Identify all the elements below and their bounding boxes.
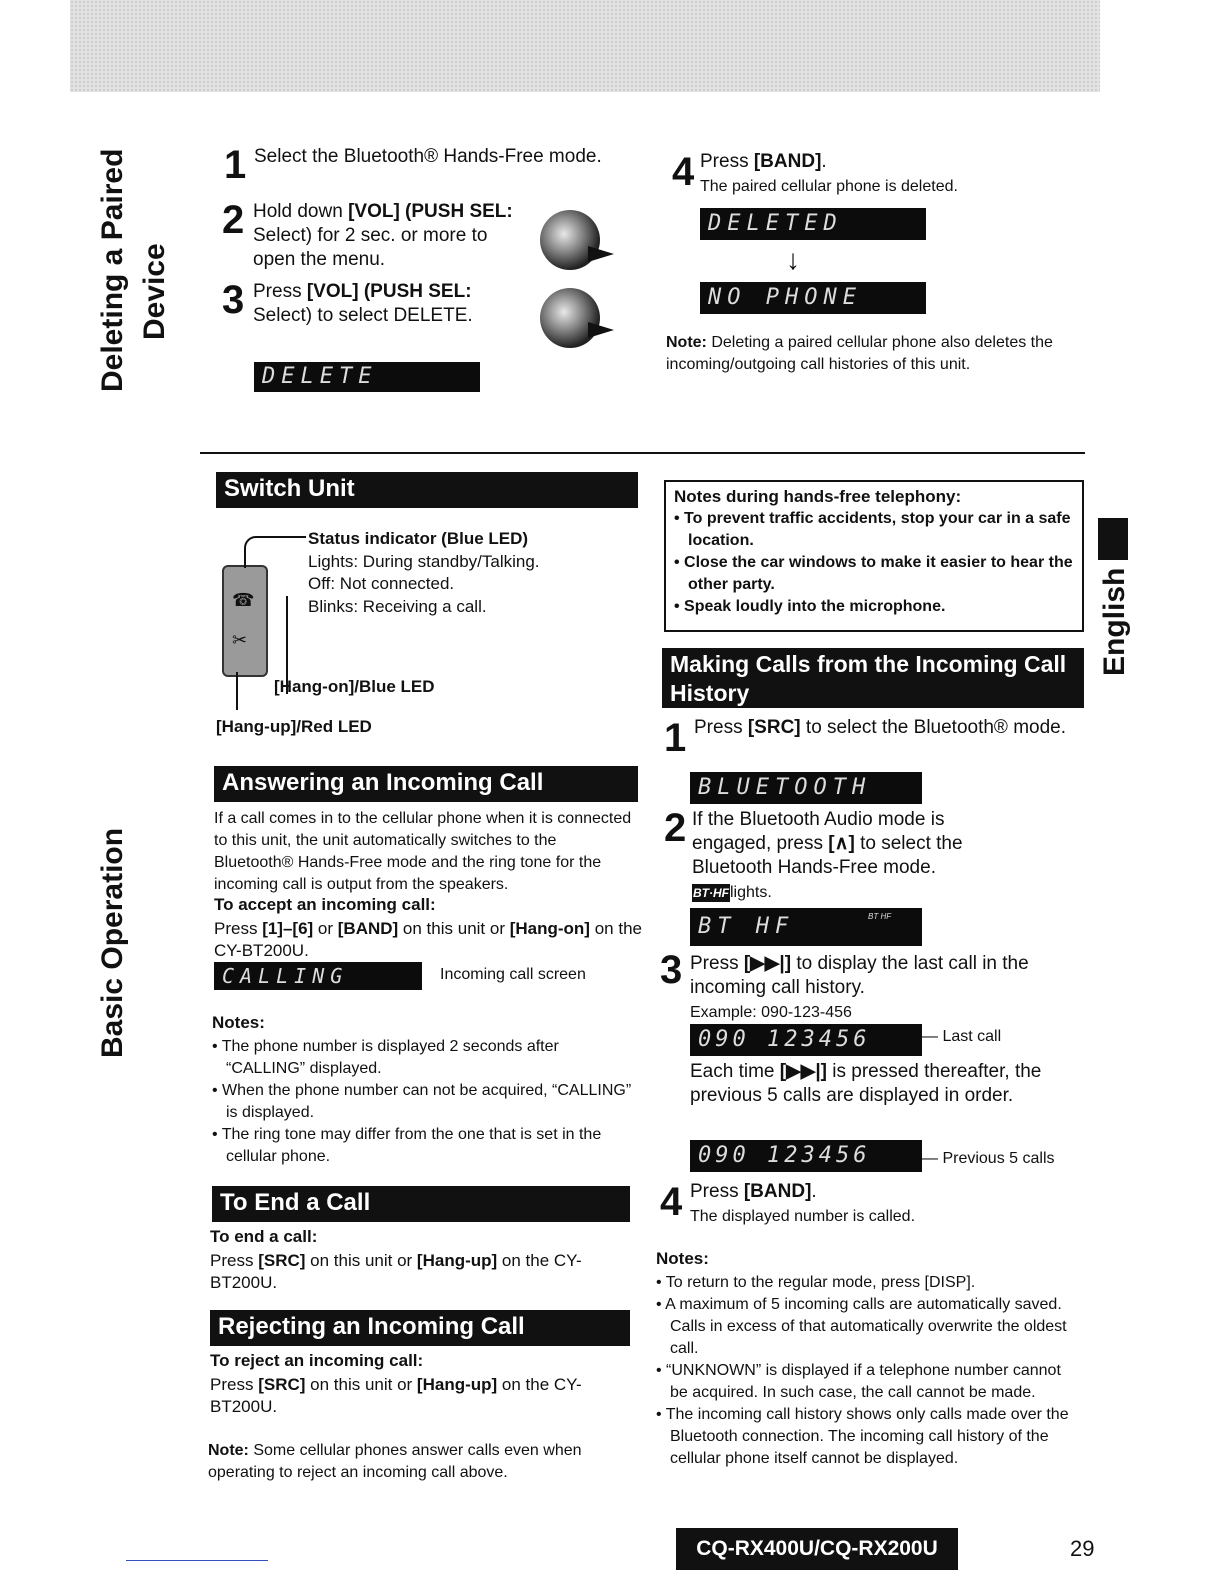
making-calls-notes-label: Notes: [656, 1249, 709, 1268]
making-calls-note: • “UNKNOWN” is displayed if a telephone number cannot be acquired. In such case, the call cannot be made. [656, 1362, 1061, 1401]
status-indicator-title: Status indicator (Blue LED) [308, 529, 529, 548]
handsfree-note: • To prevent traffic accidents, stop your car in a safe location. [674, 510, 1071, 549]
hang-up-label: [Hang-up]/Red LED [216, 717, 372, 736]
top-note: Note: Deleting a paired cellular phone also deletes the incoming/outgoing call histories of this unit. [666, 334, 1053, 373]
badge-lights-text: lights. [730, 884, 772, 901]
making-calls-note: • A maximum of 5 incoming calls are automatically saved. Calls in excess of that automatically overwrite the oldest call. [656, 1296, 1067, 1357]
step-2-number: 2 [222, 198, 245, 242]
making-calls-header: Making Calls from the Incoming Call History [662, 648, 1084, 708]
step-1-text: Select the Bluetooth® Hands-Free mode. [254, 146, 602, 167]
footer-rule [126, 1560, 268, 1561]
side-tab-deleting-2 [138, 243, 172, 340]
end-call-text: Press [SRC] on this unit or [Hang-up] on the CY-BT200U. [210, 1251, 582, 1292]
making-calls-note: • To return to the regular mode, press [DISP]. [656, 1274, 976, 1291]
press-pointer-icon [588, 246, 614, 262]
lcd-delete: DELETE [254, 362, 480, 392]
answering-paragraph: If a call comes in to the cellular phone when it is connected to this unit, the unit automatically switches to the Bluetooth® Hands-Free mode and the ring tone for the incoming call is output from the speakers. [214, 810, 632, 893]
lcd-deleted: DELETED [700, 208, 926, 240]
accept-label: To accept an incoming call: [214, 895, 436, 914]
step-4-number: 4 [672, 150, 695, 194]
answering-note: • When the phone number can not be acquired, “CALLING” is displayed. [212, 1082, 632, 1121]
mc-step-1-number: 1 [664, 716, 687, 760]
hang-on-button-icon: ☎ [232, 590, 255, 610]
mc-step-4-subtext: The displayed number is called. [690, 1208, 916, 1225]
lcd-last-call: 090 123456 [690, 1024, 922, 1056]
answering-notes-label: Notes: [212, 1013, 265, 1032]
end-call-header: To End a Call [212, 1186, 630, 1222]
step-4-text: Press [BAND]. [700, 151, 827, 172]
handsfree-notes-title: Notes during hands-free telephony: [674, 487, 962, 506]
mc-step-2-number: 2 [664, 806, 687, 850]
answering-note: • The ring tone may differ from the one that is set in the cellular phone. [212, 1126, 602, 1165]
bt-hf-badge: BT·HF [693, 886, 729, 900]
side-tab-deleting-line2: Device [138, 243, 171, 340]
end-call-label: To end a call: [210, 1227, 318, 1246]
previous-calls-label: — Previous 5 calls [922, 1150, 1055, 1167]
side-tab-deleting [96, 149, 130, 392]
lcd-bt-hf-tag: BT HF [868, 912, 892, 921]
last-call-label: — Last call [922, 1028, 1002, 1045]
step-2-text: Hold down [VOL] (PUSH SEL: Select) for 2 sec. or more to open the menu. [253, 201, 513, 270]
incoming-call-screen-caption: Incoming call screen [440, 966, 586, 983]
example-text: Example: 090-123-456 [690, 1004, 852, 1021]
mc-step-2-text: If the Bluetooth Audio mode is engaged, press [∧] to select the Bluetooth Hands-Free mode. [692, 809, 963, 878]
reject-note: Note: Some cellular phones answer calls even when operating to reject an incoming call above. [208, 1442, 582, 1481]
reject-text: Press [SRC] on this unit or [Hang-up] on the CY-BT200U. [210, 1375, 582, 1416]
page-number: 29 [1070, 1536, 1095, 1561]
divider [200, 452, 1085, 454]
step-3-text: Press [VOL] (PUSH SEL: Select) to select DELETE. [253, 281, 473, 326]
status-lights: Lights: During standby/Talking. [308, 552, 540, 571]
lcd-previous-calls: 090 123456 [690, 1140, 922, 1172]
handsfree-notes-box [664, 480, 1084, 632]
each-time-text: Each time [▶▶|] is pressed thereafter, the previous 5 calls are displayed in order. [690, 1061, 1042, 1106]
accept-text: Press [1]–[6] or [BAND] on this unit or [Hang-on] on the CY-BT200U. [214, 919, 642, 960]
status-leader-line [244, 536, 306, 568]
section-marker [1098, 518, 1128, 560]
mc-step-3-number: 3 [660, 948, 683, 992]
step-3-number: 3 [222, 278, 245, 322]
mc-step-3-text: Press [▶▶|] to display the last call in the incoming call history. [690, 953, 1029, 998]
hang-up-leader-line [236, 672, 238, 710]
side-tab-english: English [1098, 567, 1131, 676]
hang-up-button-icon: ✂ [232, 630, 248, 650]
status-blinks: Blinks: Receiving a call. [308, 597, 487, 616]
press-pointer-icon-2 [588, 322, 614, 338]
answering-header: Answering an Incoming Call [214, 766, 638, 802]
rejecting-header: Rejecting an Incoming Call [210, 1310, 630, 1346]
handsfree-note: • Speak loudly into the microphone. [674, 598, 946, 615]
side-tab-basic-operation: Basic Operation [96, 827, 129, 1058]
handsfree-note: • Close the car windows to make it easier to hear the other party. [674, 554, 1073, 593]
making-calls-note: • The incoming call history shows only calls made over the Bluetooth connection. The incoming call history of the cellular phone itself cannot be displayed. [656, 1406, 1069, 1467]
step-1-number: 1 [224, 143, 247, 187]
mc-step-4-text: Press [BAND]. [690, 1181, 817, 1202]
side-tab-deleting-line1: Deleting a Paired [96, 148, 129, 392]
answering-note: • The phone number is displayed 2 seconds after “CALLING” displayed. [212, 1038, 559, 1077]
step-4-subtext: The paired cellular phone is deleted. [700, 178, 958, 195]
arrow-down-icon: ↓ [786, 244, 800, 275]
top-band [70, 0, 1100, 92]
status-off: Off: Not connected. [308, 574, 455, 593]
lcd-no-phone: NO PHONE [700, 282, 926, 314]
lcd-calling: CALLING [214, 962, 422, 990]
lcd-bt-hf: BT HF [690, 908, 922, 946]
model-label: CQ-RX400U/CQ-RX200U [676, 1528, 958, 1570]
hang-on-label: [Hang-on]/Blue LED [274, 677, 435, 696]
switch-unit-header: Switch Unit [216, 472, 638, 508]
making-calls-notes-list [656, 1272, 1076, 1470]
mc-step-4-number: 4 [660, 1180, 683, 1224]
reject-label: To reject an incoming call: [210, 1351, 424, 1370]
switch-unit-device [222, 565, 268, 677]
answering-notes-list [212, 1036, 632, 1168]
mc-step-1-text: Press [SRC] to select the Bluetooth® mode. [694, 717, 1067, 738]
volume-knob-icon-2 [540, 288, 600, 348]
lcd-bluetooth: BLUETOOTH [690, 772, 922, 804]
